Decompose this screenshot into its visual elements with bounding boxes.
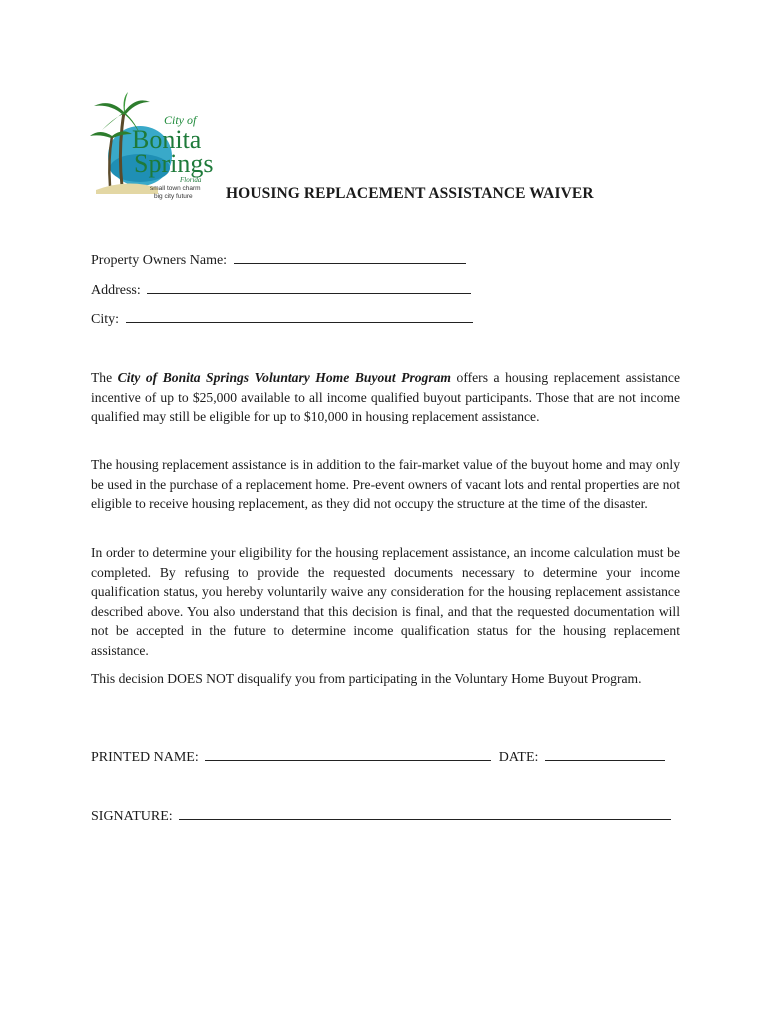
date-blank[interactable] [545,748,665,761]
svg-text:Florida: Florida [180,176,202,184]
paragraph-incentive-lead: The [91,370,118,385]
svg-text:Bonita: Bonita [132,125,202,154]
signature-row[interactable] [91,807,671,825]
paragraph-fair-market: The housing replacement assistance is in addition to the fair-market value of the buyout home and may only be used in the purchase of a replacement home. Pre-event owners of vacant lots and rental properties are not eligible to receive housing replacement, as they did not occupy the structure at the time of the disaster. [91,457,680,511]
city-field[interactable] [91,310,473,328]
printed-name-blank[interactable] [205,748,491,761]
printed-name-row[interactable] [91,748,665,766]
address-blank[interactable] [147,281,471,294]
address-field[interactable] [91,281,471,299]
svg-text:Springs: Springs [134,149,214,178]
city-logo [88,90,220,202]
signature-blank[interactable] [179,807,671,820]
city-label: City: [91,312,120,327]
printed-name-label: PRINTED NAME: [91,750,199,765]
date-label: DATE: [498,750,539,765]
owner-name-blank[interactable] [234,251,466,264]
address-label: Address: [91,283,141,298]
paragraph-incentive-body: offers a housing replacement assistance incentive of up to $25,000 available to all income qualified buyout participants. Those that are not income qualified may still be eligible for up to $10,000 in housing replacement assistance. [91,370,680,424]
document-title: HOUSING REPLACEMENT ASSISTANCE WAIVER [226,185,594,202]
svg-text:small town charm: small town charm [150,185,201,192]
city-blank[interactable] [126,310,473,323]
signature-label: SIGNATURE: [91,809,173,824]
owner-name-label: Property Owners Name: [91,253,228,268]
paragraph-decision: This decision DOES NOT disqualify you from participating in the Voluntary Home Buyout Program. [91,671,642,686]
palm-tree-logo-icon [88,90,220,202]
paragraph-eligibility: In order to determine your eligibility for the housing replacement assistance, an income calculation must be completed. By refusing to provide the requested documents necessary to determine your income qualification status, you hereby voluntarily waive any consideration for the housing replacement assistance described above. You also understand that this decision is final, and that the requested documentation will not be accepted in the future to determine income qualification status for the housing replacement assistance. [91,545,680,658]
svg-text:big city future: big city future [154,193,193,200]
svg-text:City of: City of [164,113,197,127]
program-name: City of Bonita Springs Voluntary Home Buyout Program [117,370,451,385]
paragraph-incentive [91,368,680,427]
owner-name-field[interactable] [91,251,466,269]
